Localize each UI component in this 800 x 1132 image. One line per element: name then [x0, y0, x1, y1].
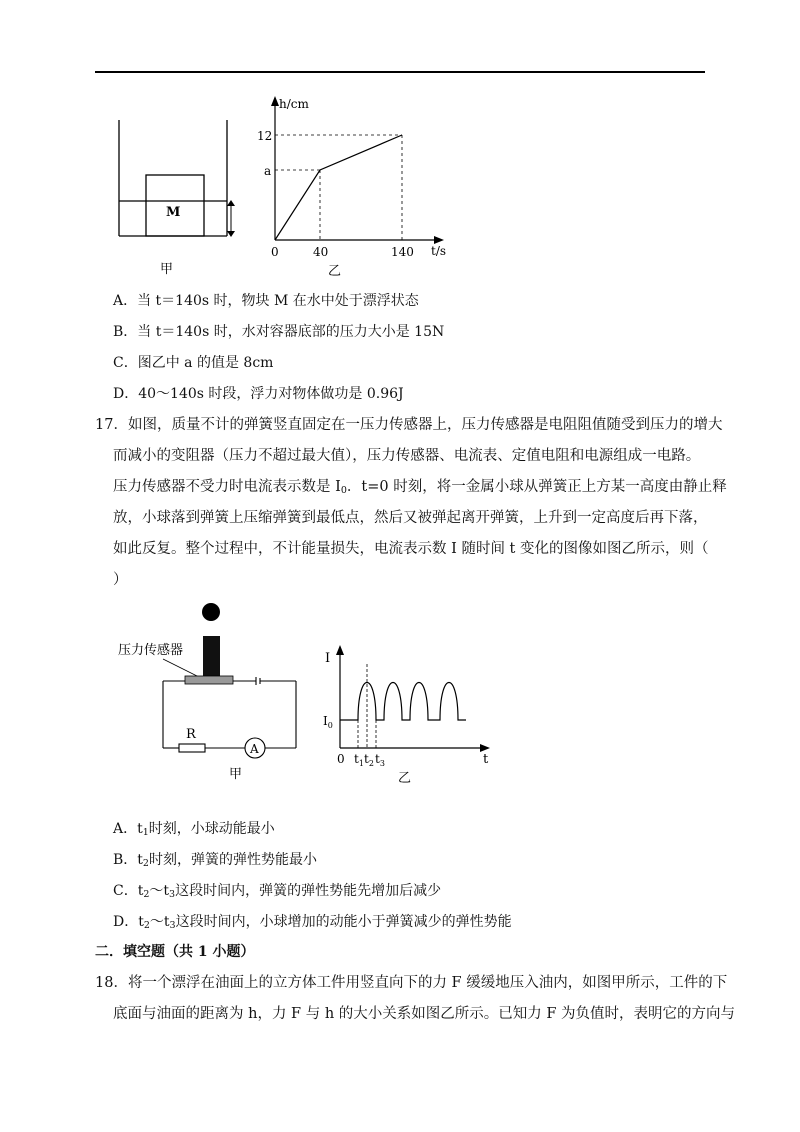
fig16-yi-caption: 乙 — [328, 264, 342, 279]
fig16-x-axis-label: t/s — [431, 244, 447, 258]
ammeter-label: A — [250, 742, 259, 756]
q16-option-b: B．当 t＝140s 时，水对容器底部的压力大小是 15N — [113, 324, 445, 340]
q16-option-d: D．40～140s 时段，浮力对物体做功是 0.96J — [113, 386, 404, 402]
spring-column — [203, 636, 220, 676]
resistor-r — [179, 744, 205, 752]
fig16-y-axis-label: h/cm — [279, 97, 309, 111]
fig17-yi-caption: 乙 — [398, 771, 412, 785]
fig17-t2: $t_2$ — [364, 752, 374, 768]
fig16-jia-caption: 甲 — [160, 262, 174, 277]
fig16-tick-40: 40 — [313, 245, 329, 259]
fig17-jia-caption: 甲 — [229, 767, 243, 782]
q17-line-2: 而减小的变阻器（压力不超过最大值），压力传感器、电流表、定值电阻和电源组成一电路。 — [113, 448, 701, 464]
fig16-tick-a: a — [264, 164, 272, 178]
q18-line-1: 18．将一个漂浮在油面上的立方体工件用竖直向下的力 F 缓缓地压入油内，如图甲所示，工件的下 — [95, 975, 728, 991]
fig17-t1: $t_1$ — [354, 752, 364, 768]
fig17-jia-circuit — [115, 598, 305, 782]
section-2-heading: 二．填空题（共 1 小题） — [95, 944, 255, 960]
q17-option-d: D．$t_2\sim t_3$这段时间内，小球增加的动能小于弹簧减少的弹性势能 — [113, 914, 512, 931]
fig17-origin: 0 — [337, 752, 345, 766]
q17-option-c: C．$t_2\sim t_3$这段时间内，弹簧的弹性势能先增加后减少 — [113, 883, 442, 900]
q16-option-a: A．当 t＝140s 时，物块 M 在水中处于漂浮状态 — [113, 293, 419, 309]
q17-line-5: 如此反复。整个过程中，不计能量损失，电流表示数 I 随时间 t 变化的图像如图乙所示，则（ — [113, 541, 709, 557]
block-m-label: M — [166, 205, 181, 220]
resistor-label: R — [186, 727, 196, 742]
q17-option-a: A．$t_1$时刻，小球动能最小 — [113, 821, 275, 838]
q18-line-2: 底面与油面的距离为 h，力 F 与 h 的大小关系如图乙所示。已知力 F 为负值时，表明它的方向与 — [113, 1006, 736, 1022]
fig17-yi-graph — [320, 640, 500, 785]
top-rule — [95, 71, 705, 73]
q17-line-3: 压力传感器不受力时电流表示数是 $I_0$．t=0 时刻，将一金属小球从弹簧正上方某一高度由静止释 — [113, 479, 727, 496]
metal-ball — [202, 603, 220, 621]
current-curve — [340, 683, 466, 721]
fig17-t-label: t — [483, 752, 489, 767]
fig16-jia-diagram — [110, 115, 250, 280]
pressure-sensor-plate — [185, 676, 233, 684]
fig16-tick-12: 12 — [257, 129, 273, 143]
q16-option-c: C．图乙中 a 的值是 8cm — [113, 355, 274, 371]
fig17-t3: $t_3$ — [375, 752, 385, 768]
fig17-i0-label: $I_0$ — [323, 714, 333, 730]
q17-line-4: 放，小球落到弹簧上压缩弹簧到最低点，然后又被弹起离开弹簧，上升到一定高度后再下落， — [113, 510, 708, 526]
q17-line-6: ） — [113, 572, 128, 588]
fig16-tick-140: 140 — [391, 245, 414, 259]
fig16-origin: 0 — [271, 245, 279, 259]
q17-option-b: B．$t_2$时刻，弹簧的弹性势能最小 — [113, 852, 317, 869]
fig16-yi-graph — [255, 92, 455, 280]
fig17-i-label: I — [325, 651, 331, 666]
q17-line-1: 17．如图，质量不计的弹簧竖直固定在一压力传感器上，压力传感器是电阻阻值随受到压力的增大 — [95, 417, 723, 433]
sensor-label: 压力传感器 — [118, 643, 184, 658]
